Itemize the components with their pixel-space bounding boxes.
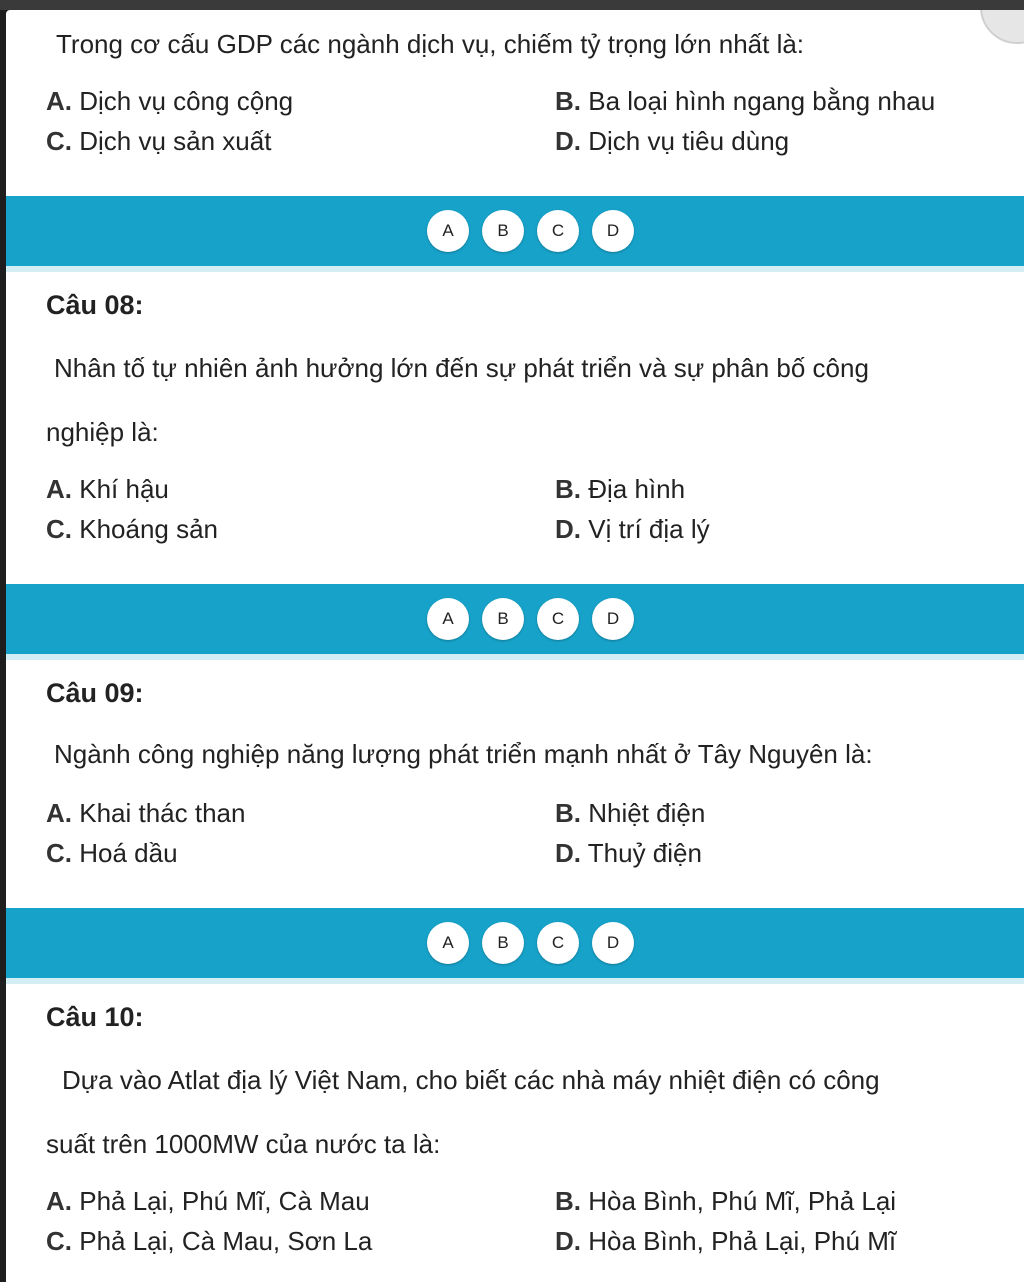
option-text: Dịch vụ tiêu dùng [588, 126, 790, 156]
option-letter: D. [555, 1226, 581, 1256]
option-letter: C. [46, 838, 72, 868]
q09-answer-band [6, 908, 1024, 984]
option-letter: A. [46, 1186, 72, 1216]
q08-text-line1: Nhân tố tự nhiên ảnh hưởng lớn đến sự phát triển và sự phân bố công [54, 353, 869, 383]
option-letter: A. [46, 474, 72, 504]
q10-option-a[interactable] [46, 1186, 370, 1217]
option-text: Hòa Bình, Phú Mĩ, Phả Lại [588, 1186, 897, 1216]
q09-answer-d-button[interactable]: D [592, 922, 634, 964]
option-text: Hòa Bình, Phả Lại, Phú Mĩ [588, 1226, 897, 1256]
option-text: Địa hình [588, 474, 686, 504]
q09-answer-c-button[interactable]: C [537, 922, 579, 964]
option-text: Khí hậu [79, 474, 169, 504]
option-text: Hoá dầu [79, 838, 178, 868]
option-letter: C. [46, 514, 72, 544]
option-text: Dịch vụ sản xuất [79, 126, 272, 156]
q09-option-d[interactable] [555, 838, 702, 869]
option-letter: B. [555, 86, 581, 116]
q08-option-a[interactable] [46, 474, 169, 505]
option-text: Nhiệt điện [588, 798, 706, 828]
q09-option-b[interactable] [555, 798, 705, 829]
option-text: Ba loại hình ngang bằng nhau [588, 86, 936, 116]
option-letter: A. [46, 86, 72, 116]
option-text: Phả Lại, Cà Mau, Sơn La [79, 1226, 373, 1256]
q09-label: Câu 09: [46, 678, 144, 708]
option-letter: B. [555, 798, 581, 828]
q07-answer-c-button[interactable]: C [537, 210, 579, 252]
corner-decoration [980, 10, 1024, 44]
q08-answer-a-button[interactable]: A [427, 598, 469, 640]
q07-option-c[interactable] [46, 126, 271, 157]
q10-option-d[interactable] [555, 1226, 896, 1257]
q10-text-line1: Dựa vào Atlat địa lý Việt Nam, cho biết các nhà máy nhiệt điện có công [62, 1065, 880, 1095]
option-letter: D. [555, 514, 581, 544]
q10-option-c[interactable] [46, 1226, 372, 1257]
answer-buttons [427, 598, 634, 640]
option-text: Vị trí địa lý [588, 514, 710, 544]
option-letter: D. [555, 126, 581, 156]
answer-buttons [427, 210, 634, 252]
q07-option-a[interactable] [46, 86, 293, 117]
option-letter: C. [46, 1226, 72, 1256]
q09-text: Ngành công nghiệp năng lượng phát triển mạnh nhất ở Tây Nguyên là: [54, 739, 873, 769]
q07-text: Trong cơ cấu GDP các ngành dịch vụ, chiếm tỷ trọng lớn nhất là: [56, 29, 805, 59]
option-letter: D. [555, 838, 581, 868]
q08-answer-c-button[interactable]: C [537, 598, 579, 640]
option-text: Thuỷ điện [587, 838, 702, 868]
option-letter: B. [555, 474, 581, 504]
q08-answer-d-button[interactable]: D [592, 598, 634, 640]
answer-buttons [427, 922, 634, 964]
q09-answer-a-button[interactable]: A [427, 922, 469, 964]
option-text: Phả Lại, Phú Mĩ, Cà Mau [79, 1186, 370, 1216]
q08-option-b[interactable] [555, 474, 685, 505]
option-letter: B. [555, 1186, 581, 1216]
q08-option-c[interactable] [46, 514, 218, 545]
q08-answer-band [6, 584, 1024, 660]
q08-answer-b-button[interactable]: B [482, 598, 524, 640]
option-letter: C. [46, 126, 72, 156]
q08-option-d[interactable] [555, 514, 710, 545]
option-text: Dịch vụ công cộng [79, 86, 294, 116]
q10-text-line2: suất trên 1000MW của nước ta là: [46, 1129, 441, 1159]
q10-label: Câu 10: [46, 1002, 144, 1032]
q07-answer-band [6, 196, 1024, 272]
q07-answer-d-button[interactable]: D [592, 210, 634, 252]
q07-option-d[interactable] [555, 126, 789, 157]
q09-option-a[interactable] [46, 798, 245, 829]
q09-answer-b-button[interactable]: B [482, 922, 524, 964]
option-text: Khoáng sản [79, 514, 219, 544]
top-bar [0, 0, 1024, 10]
option-text: Khai thác than [79, 798, 246, 828]
q07-answer-a-button[interactable]: A [427, 210, 469, 252]
q08-text-line2: nghiệp là: [46, 417, 159, 447]
q07-answer-b-button[interactable]: B [482, 210, 524, 252]
q09-option-c[interactable] [46, 838, 178, 869]
option-letter: A. [46, 798, 72, 828]
q07-option-b[interactable] [555, 86, 935, 117]
q10-option-b[interactable] [555, 1186, 896, 1217]
quiz-page [6, 10, 1024, 1282]
q08-label: Câu 08: [46, 290, 144, 320]
